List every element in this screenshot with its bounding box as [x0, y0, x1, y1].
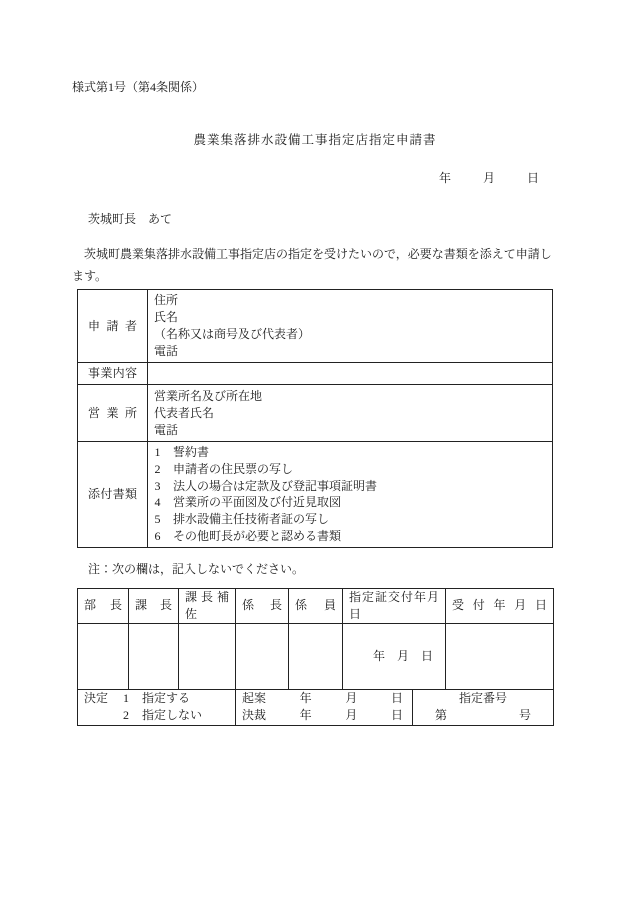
header-reception-date: 受付年月日 [446, 589, 554, 624]
draft-day-label: 日 [390, 691, 403, 706]
draft-month-label: 月 [345, 691, 358, 706]
applicant-address-label: 住所 [154, 293, 179, 307]
option-text: 指定しない [142, 708, 203, 723]
stamp-cell-department-chief [78, 623, 129, 689]
attachment-text: 法人の場合は定款及び登記事項証明書 [173, 478, 378, 493]
header-section-chief: 課長 [129, 589, 179, 624]
attachment-text: 排水設備主任技術者証の写し [173, 512, 330, 527]
form-number: 様式第1号（第4条関係） [72, 80, 205, 94]
header-department-chief: 部長 [78, 589, 129, 624]
attachment-text: 申請者の住民票の写し [173, 461, 294, 476]
attachment-number: 4 [154, 495, 161, 510]
table-row-applicant [78, 290, 553, 363]
attachment-item [154, 478, 546, 495]
table-row-attachments [78, 442, 553, 548]
applicant-row-value [148, 290, 553, 363]
attachments-row-label: 添付書類 [78, 442, 148, 548]
number-suffix-label: 号 [518, 708, 531, 723]
certificate-issue-date-cell: 年 月 日 [343, 623, 446, 689]
number-prefix-label: 第 [435, 708, 448, 723]
do-not-fill-note: 注：次の欄は，記入しないでください。 [88, 562, 305, 576]
applicant-info-table-wrap [77, 289, 553, 548]
decision-option-not-designate [123, 707, 202, 724]
option-text: 指定する [142, 691, 191, 706]
date-month-label: 月 [482, 171, 495, 185]
approval-date-row [242, 707, 403, 724]
attachments-row-value [148, 442, 553, 548]
draft-label: 起案 [242, 691, 267, 706]
decision-cell [78, 689, 236, 725]
attachment-number: 1 [154, 445, 161, 459]
header-unit-chief: 係長 [236, 589, 289, 624]
option-number: 2 [123, 708, 130, 723]
date-year-label: 年 [438, 171, 451, 185]
draft-date-row [242, 690, 403, 707]
office-name-location-label: 営業所名及び所在地 [154, 388, 263, 403]
stamp-cell-staff [289, 623, 343, 689]
office-use-tables-wrap [77, 588, 554, 726]
approval-header-row [78, 589, 554, 624]
stamp-cell-section-chief [129, 623, 179, 689]
approval-day-label: 日 [390, 708, 403, 723]
attachment-item [154, 528, 546, 545]
decision-label: 決定 [84, 691, 109, 706]
date-day-label: 日 [526, 171, 539, 185]
approval-stamps-table [77, 588, 554, 690]
business-row-value [148, 363, 553, 385]
reception-date-cell [446, 623, 554, 689]
applicant-phone-label: 電話 [154, 344, 179, 358]
applicant-row-label: 申請者 [78, 290, 148, 363]
approval-label: 決裁 [242, 708, 267, 723]
attachment-item [154, 461, 546, 478]
designation-number-format [413, 707, 553, 724]
draft-year-label: 年 [299, 691, 312, 706]
office-row-value [148, 385, 553, 442]
designation-number-cell [413, 689, 554, 725]
application-statement: 茨城町農業集落排水設備工事指定店の指定を受けたいので，必要な書類を添えて申請します。 [72, 247, 552, 283]
decision-row [78, 689, 554, 725]
office-representative-label: 代表者氏名 [154, 405, 215, 420]
addressee: 茨城町長 あて [88, 212, 173, 226]
office-row-label: 営業所 [78, 385, 148, 442]
option-number: 1 [123, 691, 130, 706]
attachment-item [154, 444, 546, 461]
header-staff: 係員 [289, 589, 343, 624]
approval-year-label: 年 [299, 708, 312, 723]
attachment-number: 6 [154, 528, 161, 543]
decision-table [77, 689, 554, 726]
page-title: 農業集落排水設備工事指定店指定申請書 [193, 133, 437, 147]
date-line [439, 170, 539, 187]
attachment-text: 営業所の平面図及び付近見取図 [173, 495, 342, 510]
stamp-cell-assistant-section-chief [179, 623, 236, 689]
approval-stamp-row [78, 623, 554, 689]
applicant-name-label: 氏名 [154, 310, 179, 324]
attachment-number: 5 [154, 512, 161, 527]
table-row-business [78, 363, 553, 385]
header-assistant-section-chief: 課長補佐 [179, 589, 236, 624]
stamp-cell-unit-chief [236, 623, 289, 689]
header-certificate-issue-date: 指定証交付年月日 [343, 589, 446, 624]
applicant-company-label: （名称又は商号及び代表者） [154, 327, 311, 341]
decision-option-designate [123, 690, 202, 707]
attachment-number: 2 [154, 461, 161, 476]
office-phone-label: 電話 [154, 422, 179, 437]
approval-month-label: 月 [345, 708, 358, 723]
applicant-info-table [77, 289, 553, 548]
business-row-label: 事業内容 [78, 363, 148, 385]
table-row-office [78, 385, 553, 442]
attachment-text: 誓約書 [173, 445, 210, 459]
attachment-number: 3 [154, 478, 161, 493]
attachment-text: その他町長が必要と認める書類 [173, 528, 342, 543]
attachment-item [154, 494, 546, 511]
designation-number-title: 指定番号 [458, 691, 507, 706]
draft-approval-dates-cell [236, 689, 413, 725]
decision-options [123, 690, 202, 724]
attachment-item [154, 511, 546, 528]
